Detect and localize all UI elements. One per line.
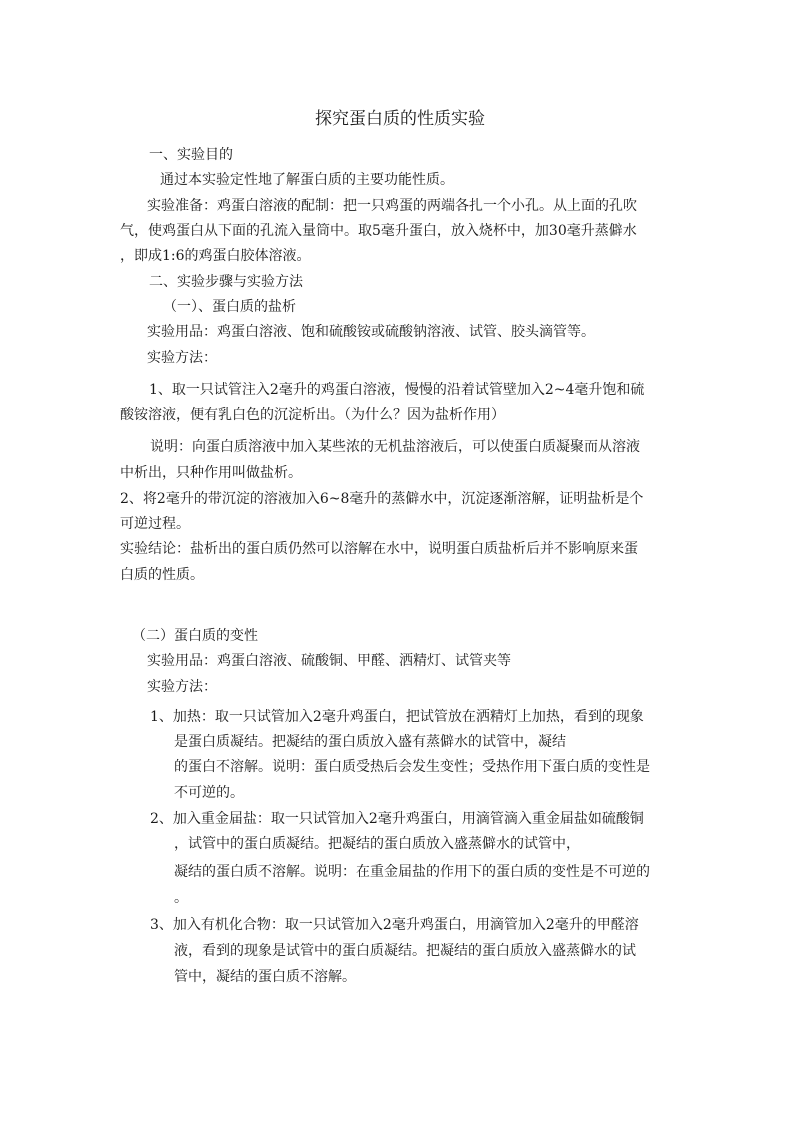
- list-item-line: 液，看到的现象是试管中的蛋白质凝结。把凝结的蛋白质放入盛蒸僻水的试: [174, 943, 636, 959]
- paragraph-line: 中析出，只种作用叫做盐析。: [120, 465, 302, 481]
- document-title: 探究蛋白质的性质实验: [315, 109, 485, 129]
- section-heading-purpose: 一、实验目的: [149, 147, 233, 163]
- paragraph-line: 实验结论：盐析出的蛋白质仍然可以溶解在水中，说明蛋白质盐析后并不影响原来蛋: [120, 541, 638, 557]
- paragraph-line: 2、将2毫升的带沉淀的溶液加入6~8毫升的蒸僻水中，沉淀逐渐溶解，证明盐析是个: [120, 491, 644, 507]
- subsection-heading-salting-out: （一）、蛋白质的盐析: [163, 299, 296, 315]
- paragraph-line: 白质的性质。: [120, 567, 204, 583]
- paragraph-line: 实验方法：: [147, 350, 217, 366]
- paragraph-line: ，即成1:6的鸡蛋白胶体溶液。: [120, 248, 311, 264]
- list-item-line: 不可逆的。: [174, 785, 244, 801]
- list-item-line: 是蛋白质凝结。把凝结的蛋白质放入盛有蒸僻水的试管中，凝结: [174, 734, 566, 750]
- list-item-line: 3、加入有机化合物：取一只试管加入2毫升鸡蛋白，用滴管加入2毫升的甲醛溶: [150, 917, 639, 933]
- paragraph-line: 实验方法：: [147, 679, 217, 695]
- list-item-line: 的蛋白不溶解。说明：蛋白质受热后会发生变性；受热作用下蛋白质的变性是: [174, 759, 650, 775]
- paragraph-line: 酸铵溶液，便有乳白色的沉淀析出。（为什么？因为盐析作用）: [120, 407, 505, 423]
- paragraph-line: 实验用品：鸡蛋白溶液、饱和硫酸铵或硫酸钠溶液、试管、胶头滴管等。: [147, 324, 595, 340]
- list-item-line: 管中，凝结的蛋白质不溶解。: [174, 969, 356, 985]
- paragraph-line: 通过本实验定性地了解蛋白质的主要功能性质。: [160, 172, 454, 188]
- list-item-line: 1、加热：取一只试管加入2毫升鸡蛋白，把试管放在洒精灯上加热，看到的现象: [150, 709, 644, 725]
- list-item-line: 2、加入重金届盐：取一只试管加入2毫升鸡蛋白，用滴管滴入重金届盐如硫酸铜: [150, 811, 644, 827]
- paragraph-line: 说明：向蛋白质溶液中加入某些浓的无机盐溶液后，可以使蛋白质凝聚而从溶液: [150, 439, 640, 455]
- paragraph-line: 实验用品：鸡蛋白溶液、硫酸铜、甲醛、洒精灯、试管夹等: [147, 653, 511, 669]
- paragraph-line: 1、取一只试管注入2毫升的鸡蛋白溶液，慢慢的沿着试管壁加入2~4毫升饱和硫: [149, 382, 645, 398]
- paragraph-line: 实验准备：鸡蛋白溶液的配制：把一只鸡蛋的两端各扎一个小孔。从上面的孔吹: [147, 198, 637, 214]
- list-item-line: 凝结的蛋白质不溶解。说明：在重金届盐的作用下的蛋白质的变性是不可逆的: [174, 864, 650, 880]
- paragraph-line: 气，使鸡蛋白从下面的孔流入量筒中。取5毫升蛋白，放入烧杯中，加30毫升蒸僻水: [120, 223, 637, 239]
- list-item-line: 。: [174, 890, 188, 906]
- list-item-line: ，试管中的蛋白质凝结。把凝结的蛋白质放入盛蒸僻水的试管中，: [174, 836, 580, 852]
- subsection-heading-denaturation: （二）蛋白质的变性: [132, 628, 258, 644]
- paragraph-line: 可逆过程。: [120, 516, 190, 532]
- section-heading-steps: 二、实验步骤与实验方法: [149, 274, 303, 290]
